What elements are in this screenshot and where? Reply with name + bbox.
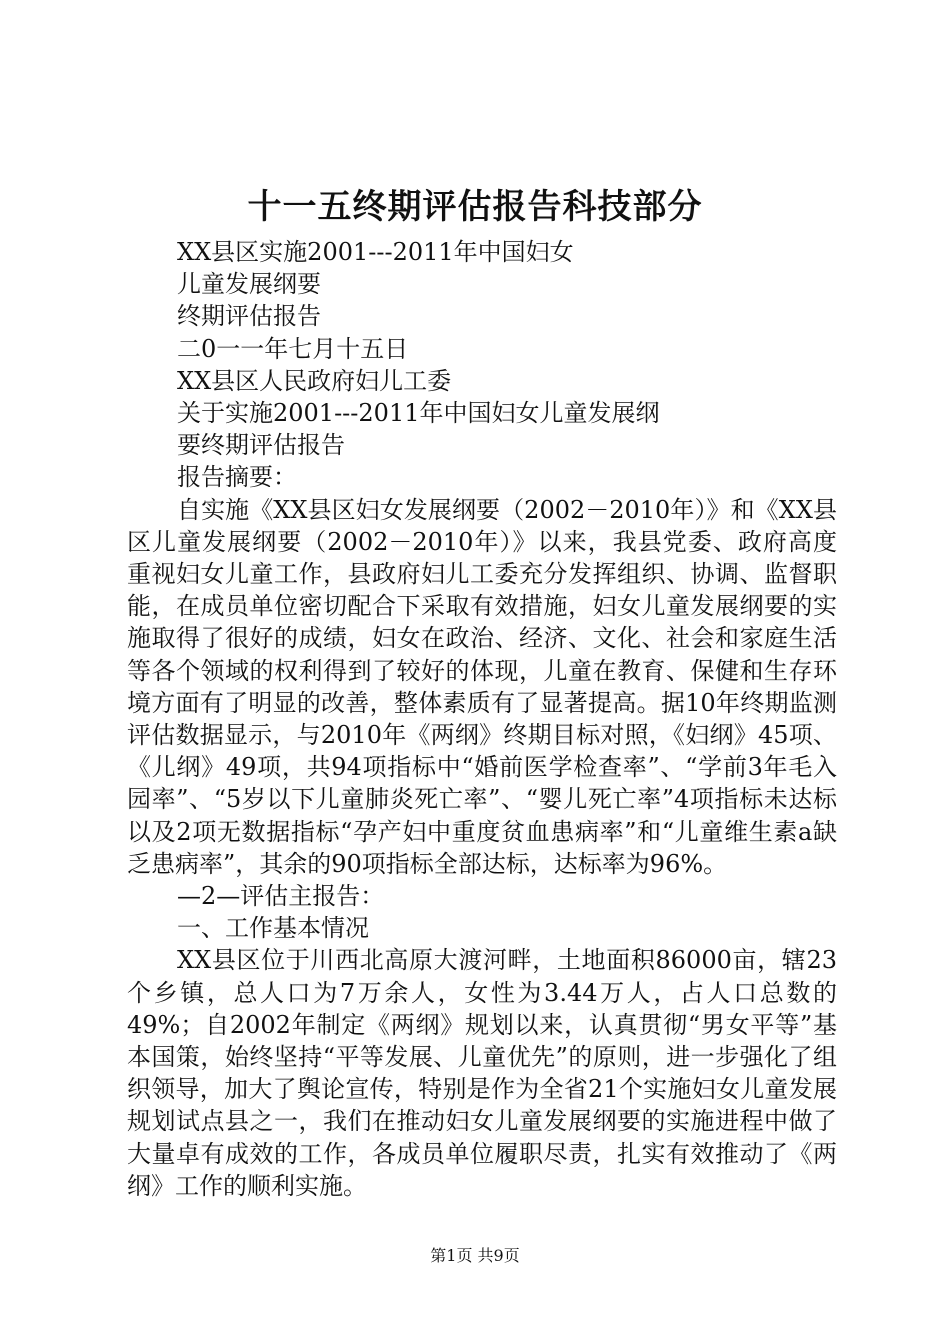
- header-line: XX县区人民政府妇儿工委: [177, 366, 452, 395]
- body-paragraph: XX县区位于川西北高原大渡河畔，土地面积86000亩，辖23个乡镇，总人口为7万余人，女性为3.44万人，占人口总数的49%；自2002年制定《两纲》规划以来，认真贯彻“男女平等”基本国策，始终坚持“平等发展、儿童优先”的原则，进一步强化了组织领导，加大了舆论宣传，特别是作为全省21个实施妇女儿童发展规划试点县之一，我们在推动妇女儿童发展纲要的实施进程中做了大量卓有成效的工作，各成员单位履职尽责，扎实有效推动了《两纲》工作的顺利实施。: [127, 946, 837, 1200]
- document-body: [127, 236, 837, 1202]
- header-line: 儿童发展纲要: [177, 270, 321, 299]
- header-line: XX县区实施2001---2011年中国妇女: [177, 238, 574, 266]
- header-line: 要终期评估报告: [177, 431, 345, 460]
- section-marker: —2—评估主报告：: [177, 882, 385, 911]
- document-title: 十一五终期评估报告科技部分: [247, 187, 703, 227]
- section-heading: 一、工作基本情况: [177, 914, 369, 943]
- header-line: 关于实施2001---2011年中国妇女儿童发展纲: [177, 399, 660, 428]
- header-line: 终期评估报告: [177, 302, 321, 331]
- abstract-label: 报告摘要：: [177, 463, 297, 492]
- abstract-paragraph: 自实施《XX县区妇女发展纲要（2002－2010年）》和《XX县区儿童发展纲要（2002－2010年）》以来，我县党委、政府高度重视妇女儿童工作，县政府妇儿工委充分发挥组织、协调、监督职能，在成员单位密切配合下采取有效措施，妇女儿童发展纲要的实施取得了很好的成绩，妇女在政治、经济、文化、社会和家庭生活等各个领域的权利得到了较好的体现，儿童在教育、保健和生存环境方面有了明显的改善，整体素质有了显著提高。据10年终期监测评估数据显示，与2010年《两纲》终期目标对照，《妇纲》45项、《儿纲》49项，共94项指标中“婚前医学检查率”、“学前3年毛入园率”、“5岁以下儿童肺炎死亡率”、“婴儿死亡率”4项指标未达标以及2项无数据指标“孕产妇中重度贫血患病率”和“儿童维生素a缺乏患病率”，其余的90项指标全部达标，达标率为96%。: [127, 495, 837, 878]
- header-line: 二0一一年七月十五日: [177, 334, 409, 363]
- page-footer: 第1页 共9页: [430, 1246, 520, 1265]
